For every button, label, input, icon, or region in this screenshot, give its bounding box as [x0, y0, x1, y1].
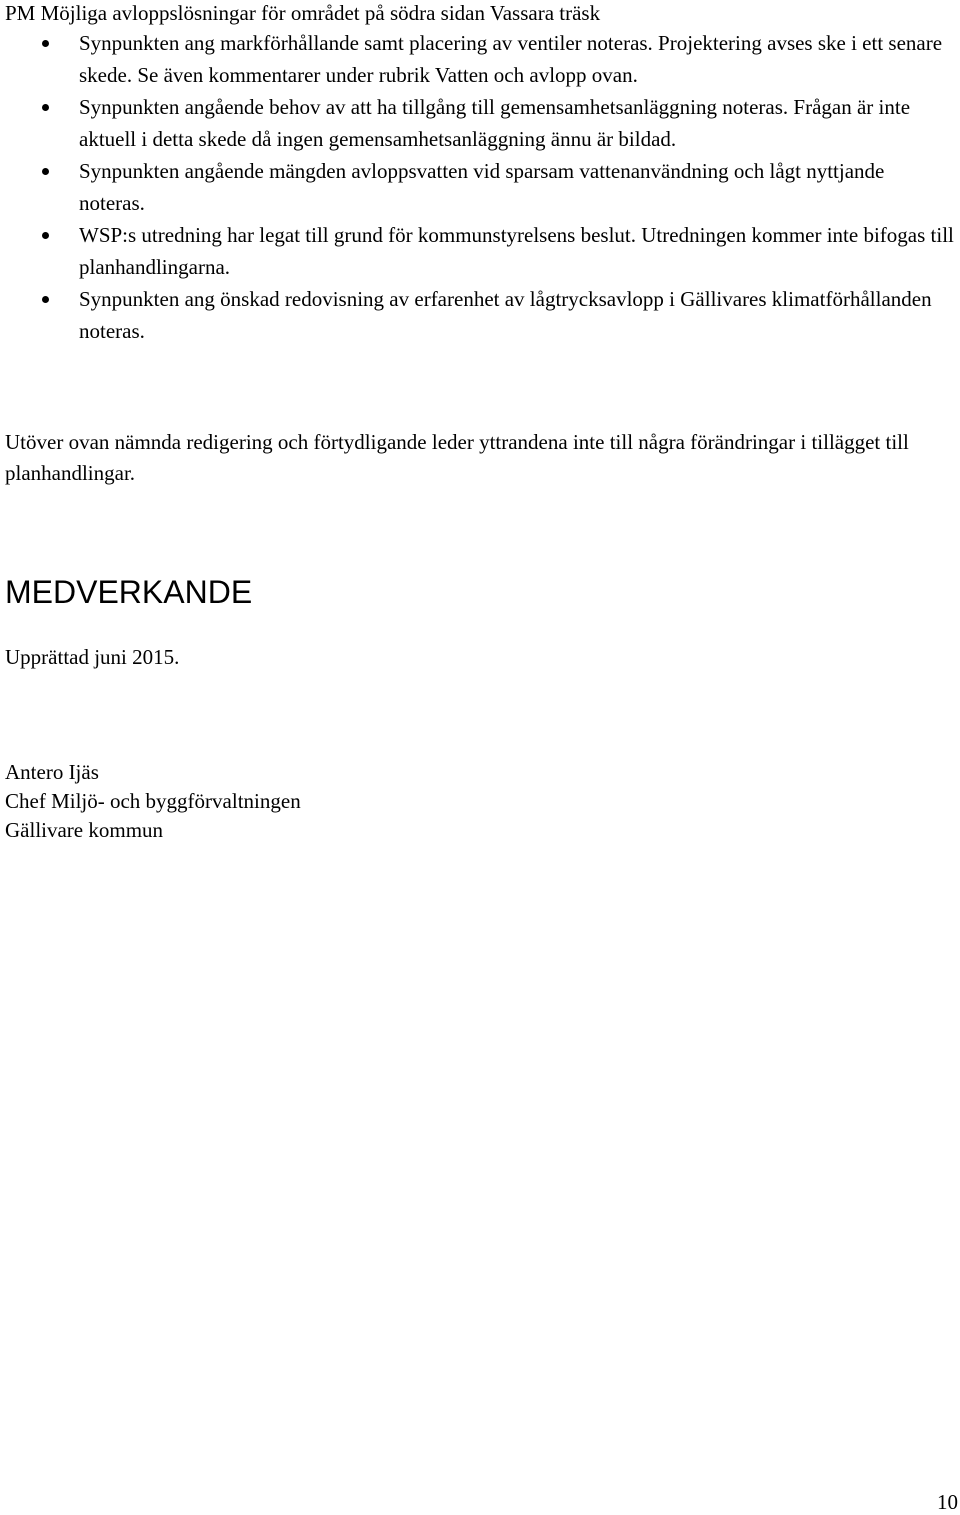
signature-block — [5, 758, 301, 845]
bullet-icon — [42, 40, 49, 47]
list-item — [0, 219, 954, 283]
signature-name: Antero Ijäs — [5, 760, 99, 784]
bullet-text: WSP:s utredning har legat till grund för kommunstyrelsens beslut. Utredningen kommer inte bifogas till planhandlingarna. — [79, 223, 954, 279]
subsection-heading: PM Möjliga avloppslösningar för området på södra sidan Vassara träsk — [5, 1, 601, 25]
bullet-icon — [42, 232, 49, 239]
bullet-text: Synpunkten ang markförhållande samt placering av ventiler noteras. Projektering avses ske i ett senare skede. Se även kommentarer under rubrik Vatten och avlopp ovan. — [79, 31, 943, 87]
list-item — [0, 27, 954, 91]
bullet-text: Synpunkten angående behov av att ha tillgång till gemensamhetsanläggning noteras. Frågan är inte aktuell i detta skede då ingen gemensamhetsanläggning ännu är bildad. — [79, 95, 911, 151]
bullet-text: Synpunkten angående mängden avloppsvatten vid sparsam vattenanvändning och lågt nyttjande noteras. — [79, 159, 885, 215]
list-item — [0, 91, 954, 155]
comment-bullet-list — [0, 27, 960, 347]
list-item — [0, 155, 954, 219]
bullet-icon — [42, 104, 49, 111]
bullet-icon — [42, 296, 49, 303]
section-title: MEDVERKANDE — [5, 574, 253, 610]
list-item — [0, 283, 954, 347]
signature-role: Chef Miljö- och byggförvaltningen — [5, 789, 301, 813]
conclusion-paragraph: Utöver ovan nämnda redigering och förtydligande leder yttrandena inte till några förändringar i tillägget till planhandlingar. — [5, 430, 909, 485]
page-number: 10 — [937, 1490, 958, 1514]
date-line: Upprättad juni 2015. — [5, 645, 180, 669]
bullet-icon — [42, 168, 49, 175]
signature-organization: Gällivare kommun — [5, 818, 164, 842]
bullet-text: Synpunkten ang önskad redovisning av erfarenhet av lågtrycksavlopp i Gällivares klimatförhållanden noteras. — [79, 287, 932, 343]
